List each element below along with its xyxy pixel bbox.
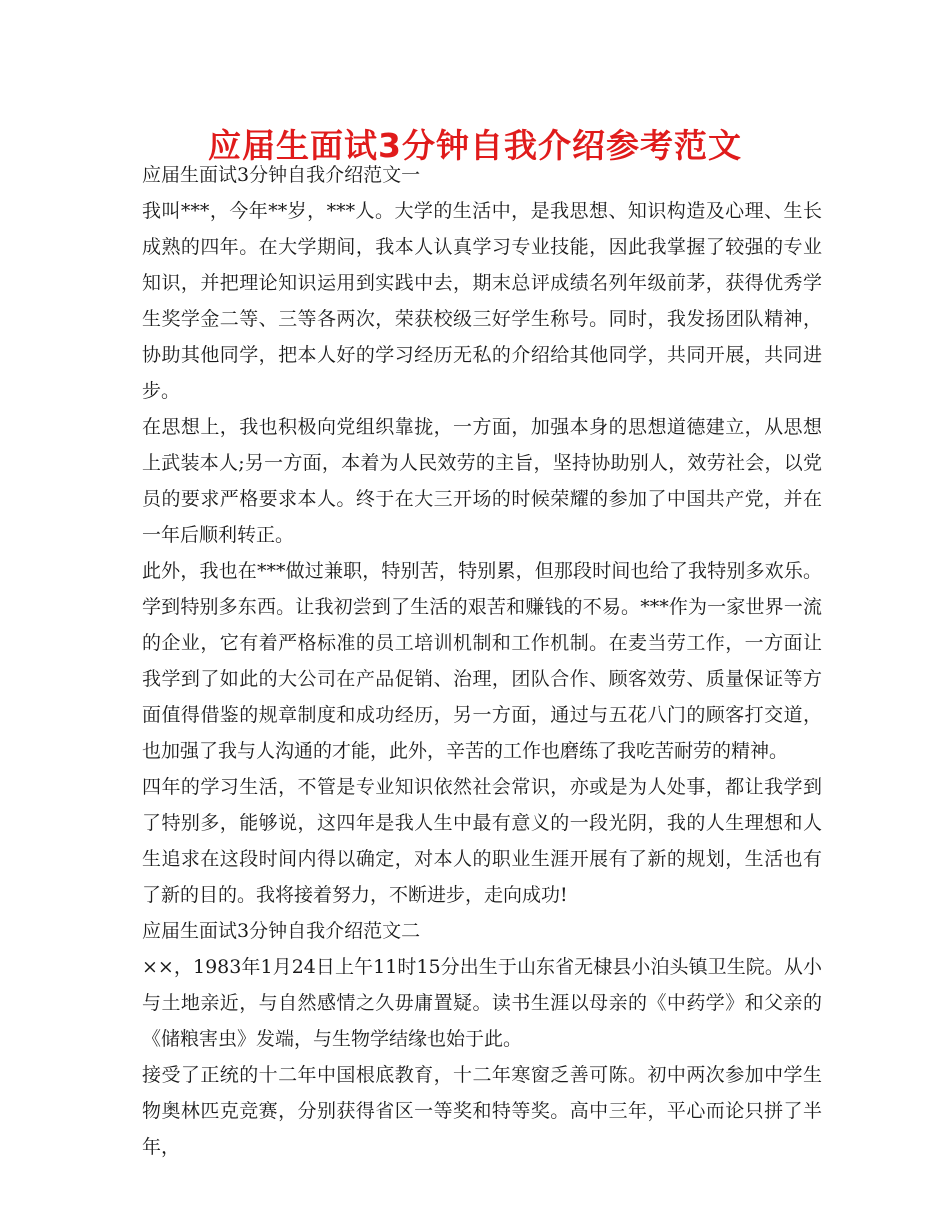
section-heading-1: 应届生面试3分钟自我介绍范文一 xyxy=(142,164,421,186)
paragraph: 接受了正统的十二年中国根底教育，十二年寒窗乏善可陈。初中两次参加中学生物奥林匹克竞赛，分别获得省区一等奖和特等奖。高中三年，平心而论只拼了半年， xyxy=(142,1064,822,1158)
paragraph: 我叫***，今年**岁，***人。大学的生活中，是我思想、知识构造及心理、生长成熟的四年。在大学期间，我本人认真学习专业技能，因此我掌握了较强的专业知识，并把理论知识运用到实践中去，期末总评成绩名列年级前茅，获得优秀学生奖学金二等、三等各两次，荣获校级三好学生称号。同时，我发扬团队精神，协助其他同学，把本人好的学习经历无私的介绍给其他同学，共同开展，共同进步。 xyxy=(142,200,822,402)
paragraph: 此外，我也在***做过兼职，特别苦，特别累，但那段时间也给了我特别多欢乐。学到特别多东西。让我初尝到了生活的艰苦和赚钱的不易。***作为一家世界一流的企业，它有着严格标准的员工培训机制和工作机制。在麦当劳工作，一方面让我学到了如此的大公司在产品促销、治理，团队合作、顾客效劳、质量保证等方面值得借鉴的规章制度和成功经历，另一方面，通过与五花八门的顾客打交道，也加强了我与人沟通的才能，此外，辛苦的工作也磨练了我吃苦耐劳的精神。 xyxy=(142,560,822,762)
paragraph: ××，1983年1月24日上午11时15分出生于山东省无棣县小泊头镇卫生院。从小与土地亲近，与自然感情之久毋庸置疑。读书生涯以母亲的《中药学》和父亲的《储粮害虫》发端，与生物学结缘也始于此。 xyxy=(142,956,822,1050)
paragraph: 四年的学习生活，不管是专业知识依然社会常识，亦或是为人处事，都让我学到了特别多，能够说，这四年是我人生中最有意义的一段光阴，我的人生理想和人生追求在这段时间内得以确定，对本人的职业生涯开展有了新的规划，生活也有了新的目的。我将接着努力，不断进步，走向成功! xyxy=(142,776,822,906)
paragraph: 在思想上，我也积极向党组织靠拢，一方面，加强本身的思想道德建立，从思想上武装本人;另一方面，本着为人民效劳的主旨，坚持协助别人，效劳社会，以党员的要求严格要求本人。终于在大三开场的时候荣耀的参加了中国共产党，并在一年后顺利转正。 xyxy=(142,416,822,546)
document-title: 应届生面试3分钟自我介绍参考范文 xyxy=(208,126,742,165)
document-body xyxy=(142,157,822,1165)
section-heading-2: 应届生面试3分钟自我介绍范文二 xyxy=(142,920,421,942)
